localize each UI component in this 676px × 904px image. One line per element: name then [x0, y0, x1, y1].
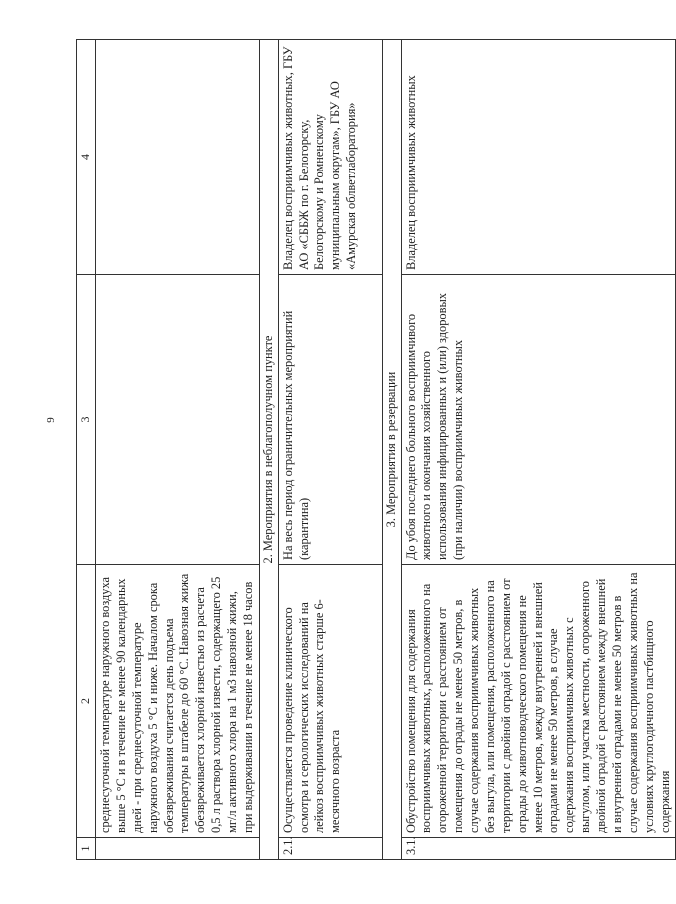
table-row — [278, 40, 382, 860]
responsible-text: Владелец восприимчивых животных, ГБУ АО «СББЖ по г. Белогорску, Белогорскому и Ромненскому муниципальным округам», ГБУ АО «Амурская облветлаборатория» — [278, 40, 382, 275]
header-cell: 2 — [77, 565, 96, 838]
row-number: 3.1. — [401, 838, 676, 860]
table-header-row — [77, 40, 96, 860]
table-row — [96, 40, 260, 860]
measures-table — [76, 39, 676, 860]
row-number: 2.1. — [278, 838, 382, 860]
measure-text: Обустройство помещения для содержания восприимчивых животных, расположенного на огороженной территории с расстоянием от помещения до ограды не менее 50 метров, в случае содержания восприимчивых животных без выгула, или помещения, расположенного на территории с двойной оградой с расстоянием от ограды до животноводческого помещения не менее 10 метров, между внутренней и внешней оградами не менее 50 метров, в случае содержания восприимчивых животных с выгулом, или участка местности, огороженного двойной оградой с расстоянием между внешней и внутренней оградами не менее 50 метров в случае содержания восприимчивых животных на условиях круглогодичного пастбищного содержания — [401, 565, 676, 838]
header-cell: 1 — [77, 838, 96, 860]
responsible-text — [96, 40, 260, 275]
section-title: 3. Мероприятия в резервации — [382, 40, 401, 860]
section-title: 2. Мероприятия в неблагополучном пункте — [259, 40, 278, 860]
measure-text: Осуществляется проведение клинического осмотра и серологических исследований на лейкоз восприимчивых животных старше 6-месячного возраста — [278, 565, 382, 838]
measure-text: среднесуточной температуре наружного воздуха выше 5 °С и в течение не менее 90 календарных дней - при среднесуточной температуре наружного воздуха 5 °С и ниже. Началом срока обезвреживания считается день подъема температуры в штабеле до 60 °С. Навозная жижа обезвреживается хлорной известью из расчета 0,5 л раствора хлорной извести, содержащего 25 мг/л активного хлора на 1 м3 навозной жижи, при выдерживании в течение не менее 18 часов — [96, 565, 260, 838]
table-row — [401, 40, 676, 860]
header-cell: 3 — [77, 275, 96, 565]
deadline-text: На весь период ограничительных мероприятий (карантина) — [278, 275, 382, 565]
row-number — [96, 838, 260, 860]
responsible-text: Владелец восприимчивых животных — [401, 40, 676, 275]
rotated-page-content — [76, 40, 672, 860]
deadline-text: До убоя последнего больного восприимчивого животного и окончания хозяйственного использования инфицированных и (или) здоровых (при наличии) восприимчивых животных — [401, 275, 676, 565]
header-cell: 4 — [77, 40, 96, 275]
section-row — [382, 40, 401, 860]
deadline-text — [96, 275, 260, 565]
section-row — [259, 40, 278, 860]
page-number: 9 — [44, 417, 57, 423]
